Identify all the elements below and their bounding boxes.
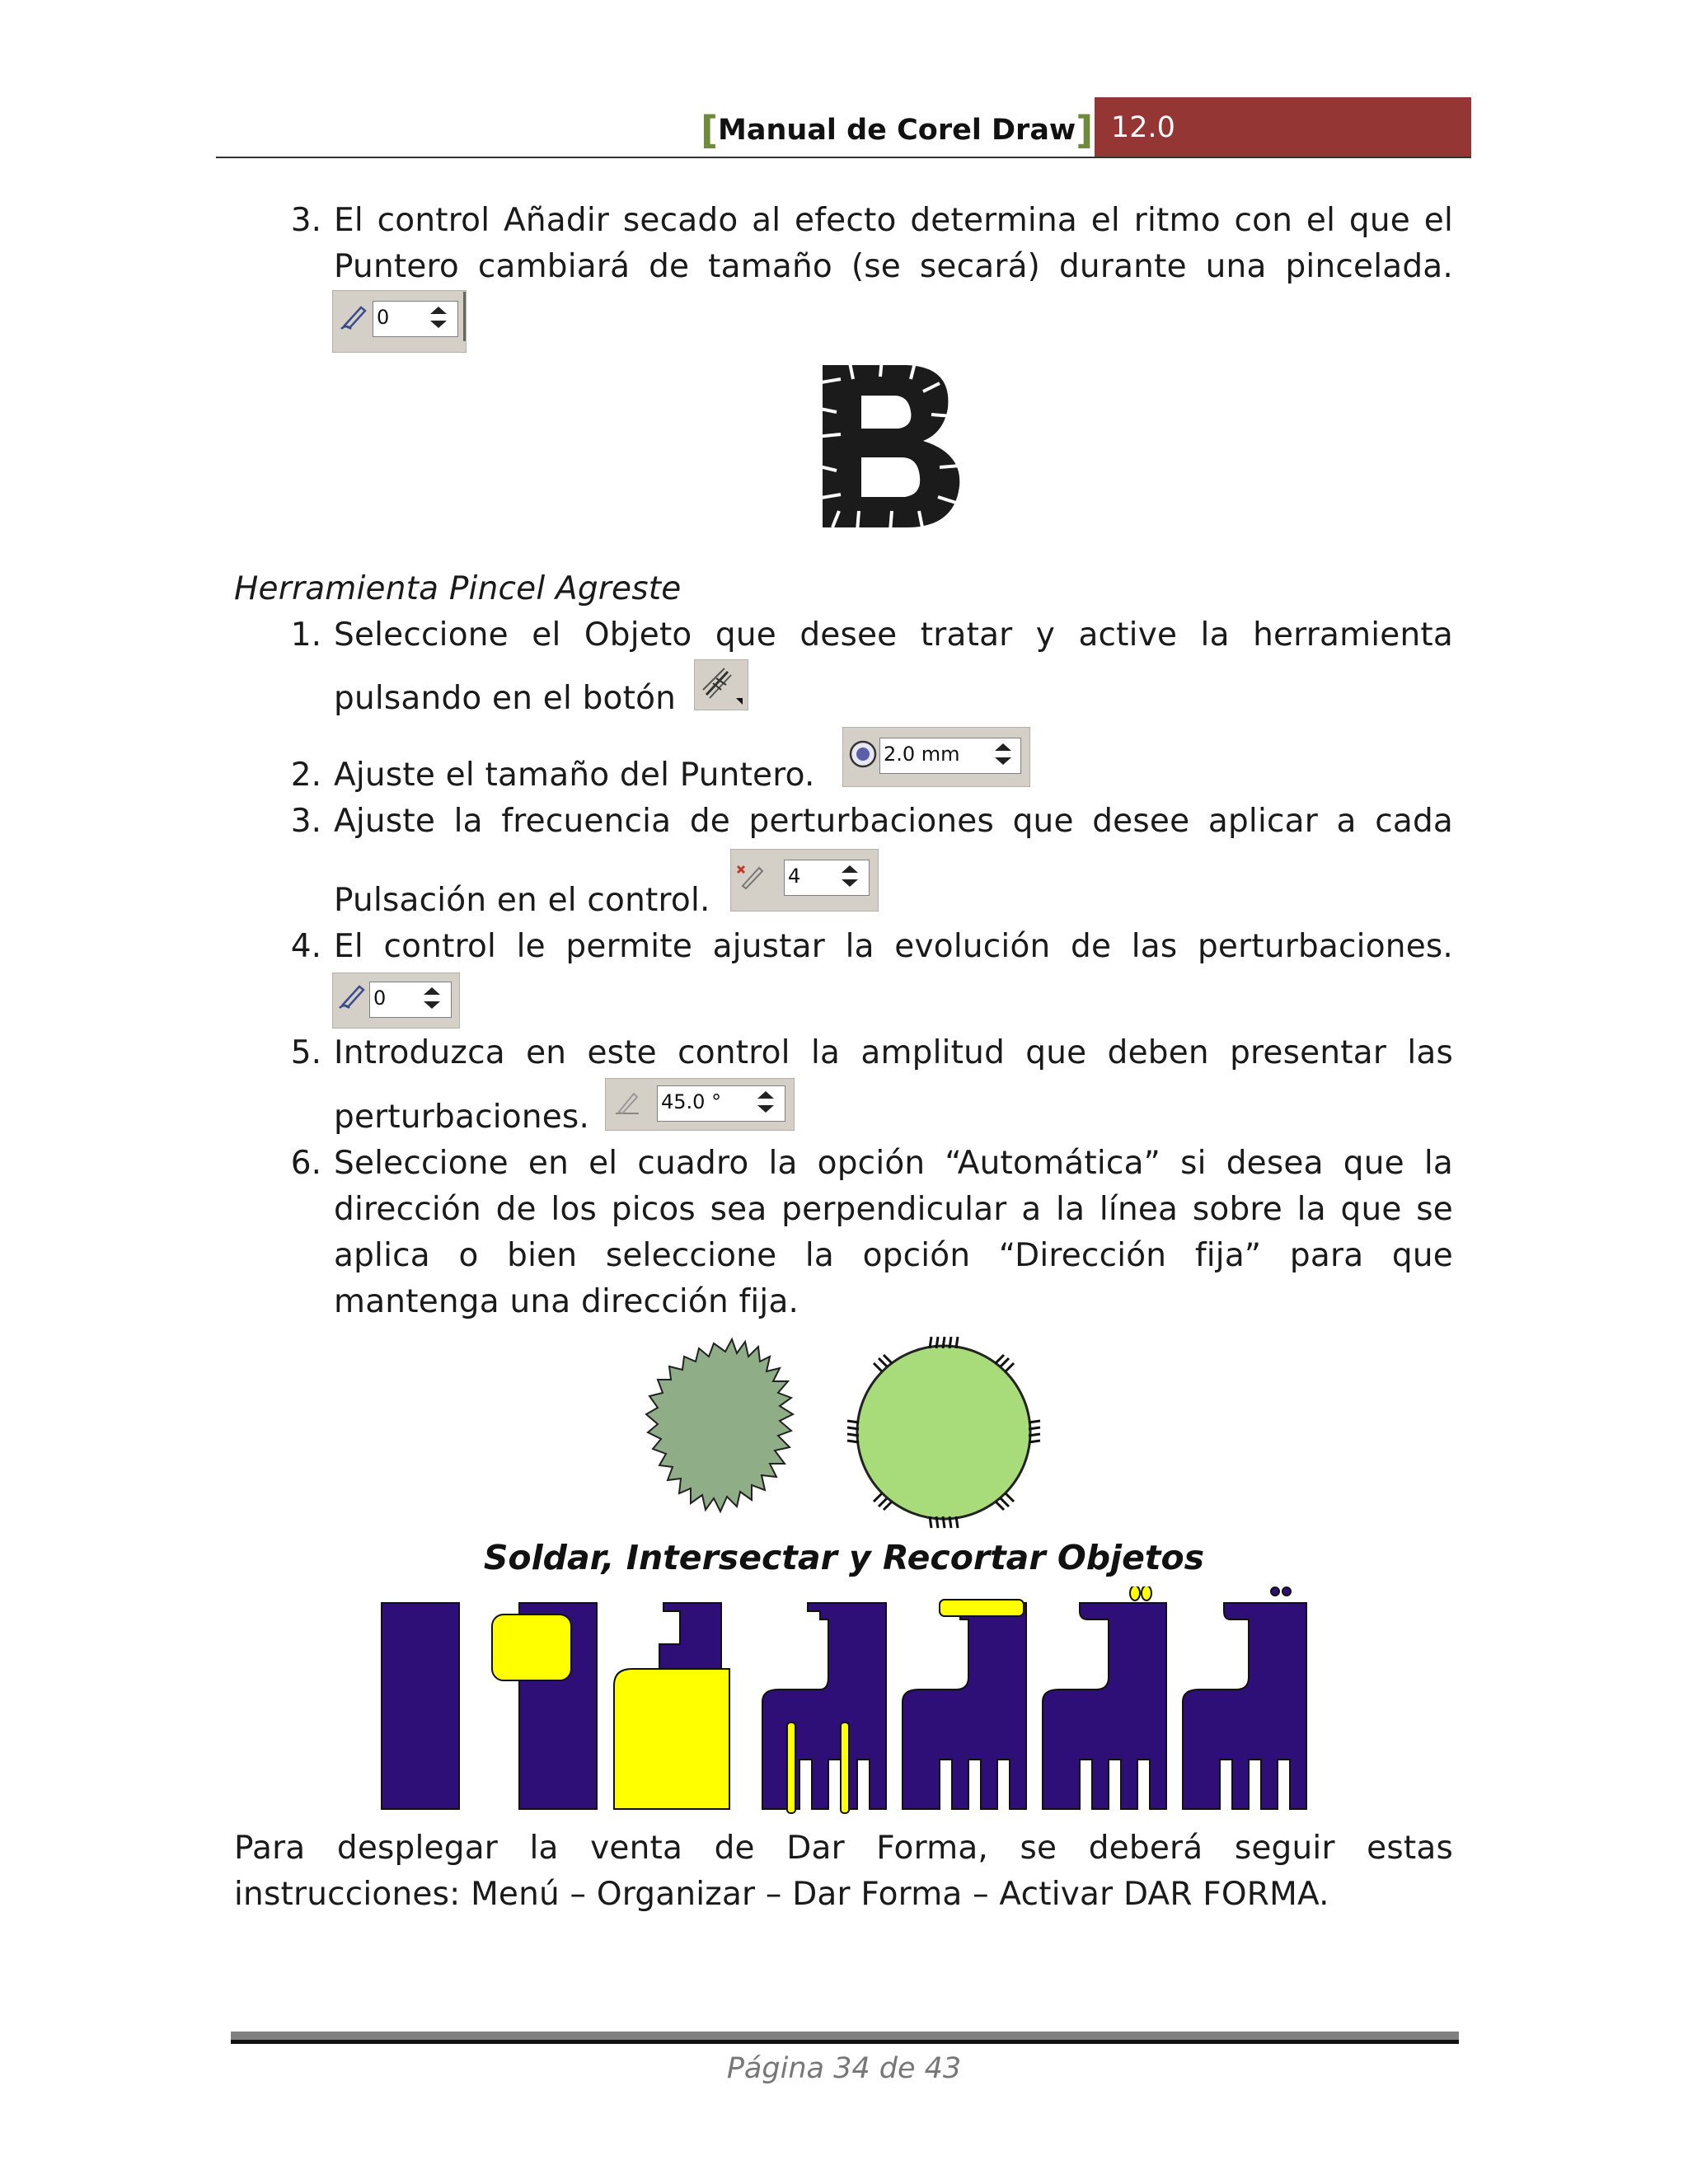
brush-dry-icon bbox=[338, 301, 371, 334]
spiky-circle bbox=[646, 1339, 793, 1511]
amplitude-input[interactable]: 45.0 ° bbox=[657, 1085, 785, 1122]
item-text-line: El control Añadir secado al efecto determina el ritmo con el que el bbox=[334, 202, 1453, 239]
item-text-line: Seleccione en el cuadro la opción “Automática” si desea que la bbox=[334, 1145, 1453, 1182]
section-heading: Herramienta Pincel Agreste bbox=[234, 570, 682, 607]
shape-giraffe-final bbox=[1183, 1603, 1306, 1809]
header-rule bbox=[216, 157, 1471, 158]
header-bracket-close: ] bbox=[1076, 108, 1094, 152]
shape-yellow-block bbox=[492, 1615, 571, 1680]
spinner-arrows-icon[interactable] bbox=[835, 861, 865, 891]
dry-rate-icon bbox=[336, 980, 369, 1013]
angle-icon bbox=[611, 1085, 644, 1118]
shape-purple-horn bbox=[1282, 1587, 1291, 1596]
toolbar-divider bbox=[463, 292, 466, 341]
nib-size-icon bbox=[846, 738, 879, 771]
header-bracket-open: [ bbox=[701, 108, 719, 152]
item-text-line: Ajuste la frecuencia de perturbaciones que desee aplicar a cada bbox=[334, 803, 1453, 840]
spinner-arrows-icon[interactable] bbox=[424, 302, 453, 332]
nib-size-input[interactable]: 2.0 mm bbox=[879, 738, 1021, 774]
item-number: 5. bbox=[290, 1034, 321, 1071]
shape-yellow-horn bbox=[1130, 1586, 1140, 1601]
rough-brush-tool-button[interactable] bbox=[694, 659, 748, 710]
item-text-line: Seleccione el Objeto que desee tratar y active la herramienta bbox=[334, 616, 1453, 654]
item-text-line: aplica o bien seleccione la opción “Dirección fija” para que bbox=[334, 1237, 1453, 1274]
dry-rate-input[interactable]: 0 bbox=[373, 301, 458, 337]
shape-rectangle bbox=[382, 1603, 459, 1809]
item-text-line: perturbaciones. bbox=[334, 1099, 590, 1136]
item-number: 3. bbox=[290, 202, 321, 239]
shape-giraffe-body bbox=[762, 1603, 886, 1809]
dry-rate-control bbox=[332, 290, 467, 353]
header-title bbox=[701, 105, 1094, 155]
shape-yellow-horn bbox=[1142, 1586, 1151, 1601]
item-number: 3. bbox=[290, 803, 321, 840]
shaping-sequence-image bbox=[375, 1586, 1315, 1821]
frequency-icon bbox=[734, 860, 767, 893]
shape-purple-horn bbox=[1271, 1587, 1279, 1596]
rough-letter-b-image bbox=[816, 359, 968, 532]
shape-yellow-head bbox=[940, 1600, 1024, 1616]
item-text-line: pulsando en el botón bbox=[334, 680, 677, 717]
nib-size-control bbox=[842, 727, 1030, 787]
spinner-arrows-icon[interactable] bbox=[751, 1087, 781, 1117]
item-number: 6. bbox=[290, 1145, 321, 1182]
frequency-input[interactable]: 4 bbox=[784, 860, 870, 896]
manual-title: Manual de Corel Draw bbox=[718, 114, 1076, 147]
item-text-line: El control le permite ajustar la evolución de las perturbaciones. bbox=[334, 928, 1453, 965]
spinner-arrows-icon[interactable] bbox=[417, 983, 447, 1013]
spinner-arrows-icon[interactable] bbox=[988, 739, 1018, 769]
item-text-line: mantenga una dirección fija. bbox=[334, 1283, 799, 1320]
shape-yellow-leg bbox=[841, 1722, 849, 1813]
evolution-control bbox=[332, 972, 460, 1029]
footer-rule bbox=[231, 2040, 1459, 2044]
evolution-input[interactable]: 0 bbox=[369, 982, 452, 1018]
frequency-control bbox=[730, 849, 879, 912]
item-text-line: Puntero cambiará de tamaño (se secará) durante una pincelada. bbox=[334, 248, 1453, 285]
paragraph-line: Para desplegar la venta de Dar Forma, se deberá seguir estas bbox=[234, 1830, 1453, 1867]
footer-rule bbox=[231, 2032, 1459, 2040]
item-text-line: Introduzca en este control la amplitud que deben presentar las bbox=[334, 1034, 1453, 1071]
shape-giraffe-body bbox=[903, 1603, 1026, 1809]
rough-circles-image bbox=[635, 1335, 1047, 1533]
item-text-line: dirección de los picos sea perpendicular a la línea sobre la que se bbox=[334, 1191, 1453, 1228]
item-number: 4. bbox=[290, 928, 321, 965]
item-number: 1. bbox=[290, 616, 321, 654]
item-text-line: Ajuste el tamaño del Puntero. bbox=[334, 757, 815, 794]
shape-giraffe-body bbox=[1043, 1603, 1166, 1809]
page-number: Página 34 de 43 bbox=[726, 2052, 962, 2085]
rough-brush-icon bbox=[695, 660, 748, 710]
amplitude-control bbox=[605, 1078, 795, 1131]
section-title: Soldar, Intersectar y Recortar Objetos bbox=[483, 1538, 1205, 1577]
version-box bbox=[1095, 97, 1471, 158]
tufted-circle bbox=[847, 1337, 1040, 1528]
shape-yellow-leg bbox=[787, 1722, 795, 1813]
paragraph-line: instrucciones: Menú – Organizar – Dar Forma – Activar DAR FORMA. bbox=[234, 1876, 1329, 1913]
version-label: 12.0 bbox=[1111, 111, 1175, 144]
shape-yellow-body bbox=[614, 1669, 729, 1809]
item-text-line: Pulsación en el control. bbox=[334, 882, 710, 919]
item-number: 2. bbox=[290, 757, 321, 794]
